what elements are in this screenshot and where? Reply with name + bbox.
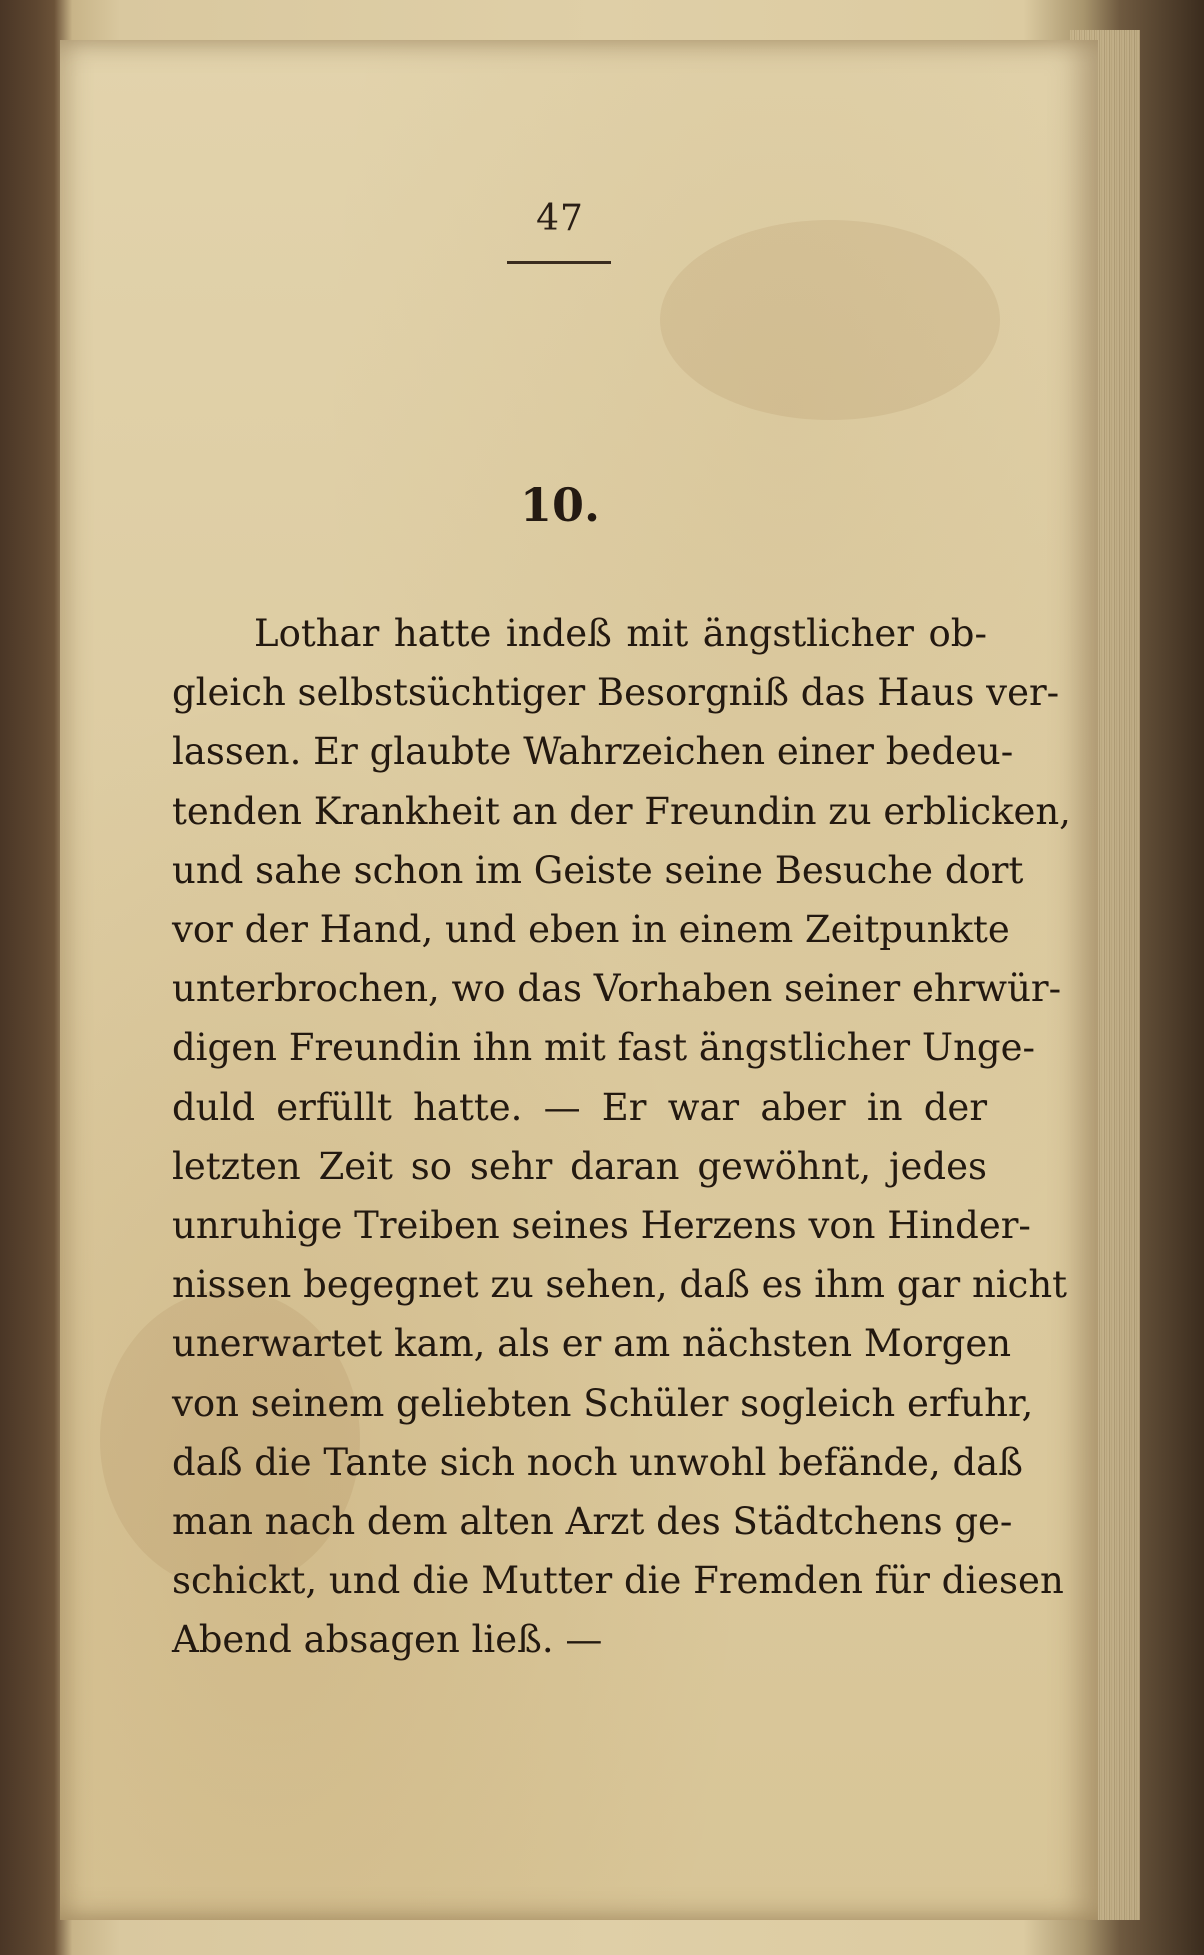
paper-stain (660, 220, 1000, 420)
page-number-rule (507, 261, 611, 264)
text-line: von seinem geliebten Schüler sogleich erfuhr, (172, 1381, 1034, 1425)
text-line: Abend absagen ließ. — (172, 1618, 603, 1662)
text-line: lassen. Er glaubte Wahrzeichen einer bedeu- (172, 730, 1014, 774)
text-line: gleich selbstsüchtiger Besorgniß das Haus ver- (172, 671, 1060, 715)
text-line: man nach dem alten Arzt des Städtchens ge- (172, 1500, 1013, 1544)
chapter-number: 10. (519, 478, 601, 532)
text-line: unerwartet kam, als er am nächsten Morgen (172, 1322, 1012, 1366)
body-text (172, 604, 1071, 1670)
page-number: 47 (536, 198, 584, 239)
text-line: und sahe schon im Geiste seine Besuche dort (172, 848, 1024, 892)
text-line: Lothar hatte indeß mit ängstlicher ob- (254, 612, 987, 655)
text-line: daß die Tante sich noch unwohl befände, daß (172, 1440, 1023, 1484)
text-line: digen Freundin ihn mit fast ängstlicher Unge- (172, 1026, 1035, 1070)
text-line: tenden Krankheit an der Freundin zu erblicken, (172, 789, 1071, 833)
text-line: vor der Hand, und eben in einem Zeitpunkte (172, 908, 1010, 952)
text-line: schickt, und die Mutter die Fremden für diesen (172, 1559, 1064, 1603)
book-page (60, 40, 1098, 1920)
text-line: unterbrochen, wo das Vorhaben seiner ehrwür- (172, 967, 1062, 1011)
text-line: nissen begegnet zu sehen, daß es ihm gar nicht (172, 1263, 1068, 1307)
text-line: letzten Zeit so sehr daran gewöhnt, jedes (172, 1144, 987, 1188)
text-line: duld erfüllt hatte. — Er war aber in der (172, 1085, 987, 1129)
text-line: unruhige Treiben seines Herzens von Hinder- (172, 1204, 1031, 1248)
